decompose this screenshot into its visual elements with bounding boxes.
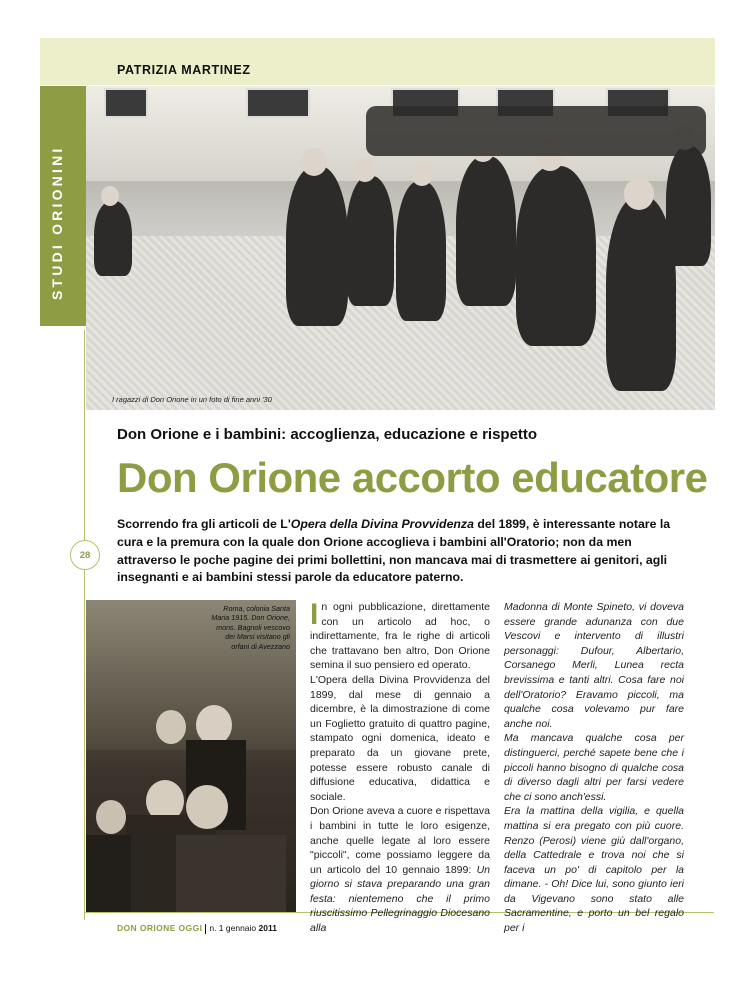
side-photo xyxy=(86,600,296,912)
issue-info: n. 1 gennaio xyxy=(209,923,257,933)
drop-cap: I xyxy=(310,598,319,631)
author-name: PATRIZIA MARTINEZ xyxy=(117,63,251,77)
footer xyxy=(117,923,277,934)
article-lead: Scorrendo fra gli articoli de L'Opera della Divina Provvidenza del 1899, è interessante notare la cura e la premura con la quale don Orione accoglieva i bambini all'Oratorio; non da men attraverso le poche pagine dei primi bollettini, non mancava mai di trasmettere ai genitori, agli insegnanti e ai bambini stessi parole da educatore paterno. xyxy=(117,517,671,585)
article-title: Don Orione accorto educatore xyxy=(117,454,708,501)
issue-year: 2011 xyxy=(258,923,277,933)
side-photo-caption: Roma, colonia Santa Maria 1915. Don Orione, mons. Bagnoli vescovo dei Marsi visitano gli orfani di Avezzano xyxy=(211,604,290,651)
body-column-1: In ogni pubblicazione, direttamente con un articolo ad hoc, o indirettamente, fra le righe di articoli che trattavano ben altro, Don Orione semina il suo pensiero ed operato. L'Opera della Divina Provvidenza del 1899, dal mese di gennaio a dicembre, è la dimostrazione di come un Foglietto gratuito di quattro pagine, stampato ogni domenica, ideato e preparato da un giovane prete, potesse essere robusto canale di diffusione educativa, didattica e sociale. Don Orione aveva a cuore e rispettava i bambini in tutte le loro esigenze, anche quelle legate al loro essere "piccoli", come possiamo leggere da un articolo del 10 gennaio 1899: Un giorno si stava preparando una gran festa: nientemeno che il primo riuscitissimo Pellegrinaggio Diocesano alla xyxy=(310,598,490,935)
section-label: STUDI ORIONINI xyxy=(49,145,65,300)
page-number: 28 xyxy=(70,540,100,570)
group-photo xyxy=(86,86,715,410)
photo-caption: I ragazzi di Don Orione in un foto di fine anni '30 xyxy=(112,395,272,404)
margin-rule xyxy=(84,330,85,920)
header-band xyxy=(40,38,715,85)
article-kicker: Don Orione e i bambini: accoglienza, educazione e rispetto xyxy=(117,426,538,443)
body-column-2: Madonna di Monte Spineto, vi doveva essere grande adunanza con due Vescovi e intervento di illustri personaggi: Dufour, Albertario, Corsanego Merli, Lunea recta brevissima e tanti altri. Cosa fare noi dell'Oratorio? Eravamo piccoli, ma qualche cosa volevamo pur fare anche noi. Ma mancava qualche cosa per distinguerci, perché sapete bene che i piccoli hanno bisogno di qualche cosa di diverso dagli altri per farsi vedere che ci sono anch'essi. Era la mattina della vigilia, e quella mattina si era pregato con più cuore. Renzo (Perosi) viene giù dall'organo, della Cattedrale e trova noi che si faceva un po' di capitolo per la dimane. - Oh! Dice lui, sono giunto ieri da Vigevano sono stato alle Sacramentine, e porto un bel regalo per i xyxy=(504,601,684,935)
magazine-name: DON ORIONE OGGI xyxy=(117,923,203,933)
